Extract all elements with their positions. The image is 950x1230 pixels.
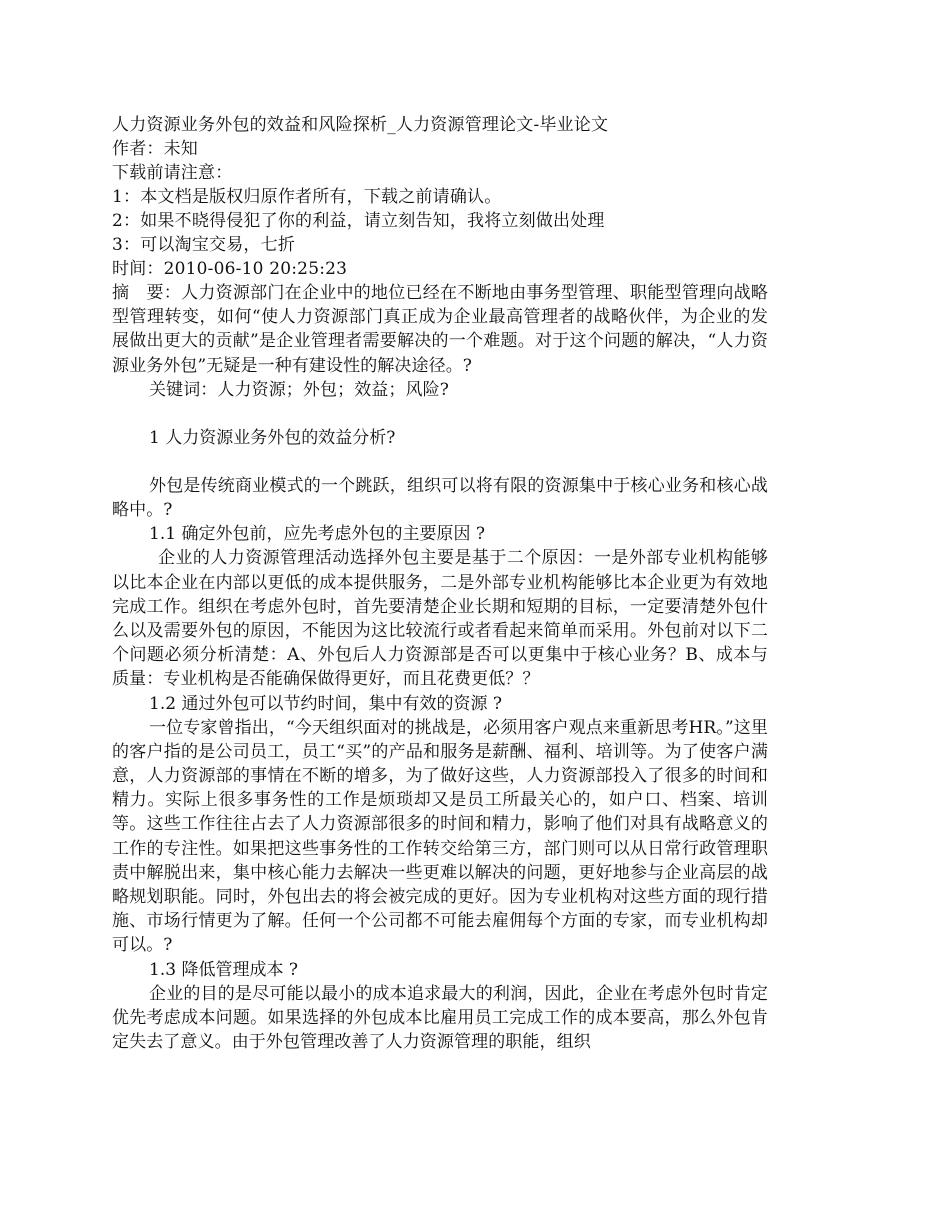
abstract-paragraph: 摘 要：人力资源部门在企业中的地位已经在不断地由事务型管理、职能型管理向战略型管理转变，如何“使人力资源部门真正成为企业最高管理者的战略伙伴，为企业的发展做出更大的贡献”是企业管理者需要解决的一个难题。对于这个问题的解决，“人力资源业务外包”无疑是一种有建设性的解决途径。? bbox=[112, 283, 768, 376]
document-time: 时间：2010-06-10 20:25:23 bbox=[112, 259, 348, 279]
section-intro-paragraph: 外包是传统商业模式的一个跳跃，组织可以将有限的资源集中于核心业务和核心战略中。? bbox=[112, 476, 768, 521]
notice-item: 3：可以淘宝交易，七折 bbox=[112, 235, 296, 255]
keywords-line: 关键词：人力资源；外包；效益；风险? bbox=[149, 379, 449, 400]
notice-item: 2：如果不晓得侵犯了你的利益，请立刻告知，我将立刻做出处理 bbox=[112, 211, 605, 231]
subsection-paragraph: 企业的目的是尽可能以最小的成本追求最大的利润，因此，企业在考虑外包时肯定优先考虑成本问题。如果选择的外包成本比雇用员工完成工作的成本要高，那么外包肯定失去了意义。由于外包管理改善了人力资源管理的职能，组织 bbox=[112, 983, 768, 1053]
spacer bbox=[112, 450, 768, 474]
spacer bbox=[112, 402, 768, 426]
document-page bbox=[112, 113, 768, 1054]
document-title: 人力资源业务外包的效益和风险探析_人力资源管理论文-毕业论文 bbox=[112, 115, 609, 135]
subsection-paragraph: 企业的人力资源管理活动选择外包主要是基于二个原因：一是外部专业机构能够以比本企业在内部以更低的成本提供服务，二是外部专业机构能够比本企业更为有效地完成工作。组织在考虑外包时，首先要清楚企业长期和短期的目标，一定要清楚外包什么以及需要外包的原因，不能因为这比较流行或者看起来简单而采用。外包前对以下二个问题必须分析清楚：A、外包后人力资源部是否可以更集中于核心业务？B、成本与质量：专业机构是否能确保做得更好，而且花费更低？？ bbox=[112, 548, 768, 690]
subsection-paragraph: 一位专家曾指出，“今天组织面对的挑战是，必须用客户观点来重新思考HR。”这里的客户指的是公司员工，员工“买”的产品和服务是薪酬、福利、培训等。为了使客户满意，人力资源部的事情在不断的增多，为了做好这些，人力资源部投入了很多的时间和精力。实际上很多事务性的工作是烦琐却又是员工所最关心的，如户口、档案、培训等。这些工作往往占去了人力资源部很多的时间和精力，影响了他们对具有战略意义的工作的专注性。如果把这些事务性的工作转交给第三方，部门则可以从日常行政管理职责中解脱出来，集中核心能力去解决一些更难以解决的问题，更好地参与企业高层的战略规划职能。同时，外包出去的将会被完成的更好。因为专业机构对这些方面的现行措施、市场行情更为了解。任何一个公司都不可能去雇佣每个方面的专家，而专业机构却可以。? bbox=[112, 717, 768, 956]
section-heading: 1 人力资源业务外包的效益分析? bbox=[149, 428, 396, 449]
subsection-heading: 1.3 降低管理成本 ? bbox=[149, 959, 298, 980]
subsection-heading: 1.1 确定外包前，应先考虑外包的主要原因 ? bbox=[149, 524, 485, 545]
notice-heading: 下载前请注意： bbox=[112, 163, 233, 183]
subsection-heading: 1.2 通过外包可以节约时间，集中有效的资源 ? bbox=[149, 693, 502, 714]
notice-item: 1：本文档是版权归原作者所有，下载之前请确认。 bbox=[112, 187, 502, 207]
document-author: 作者：未知 bbox=[112, 139, 198, 159]
